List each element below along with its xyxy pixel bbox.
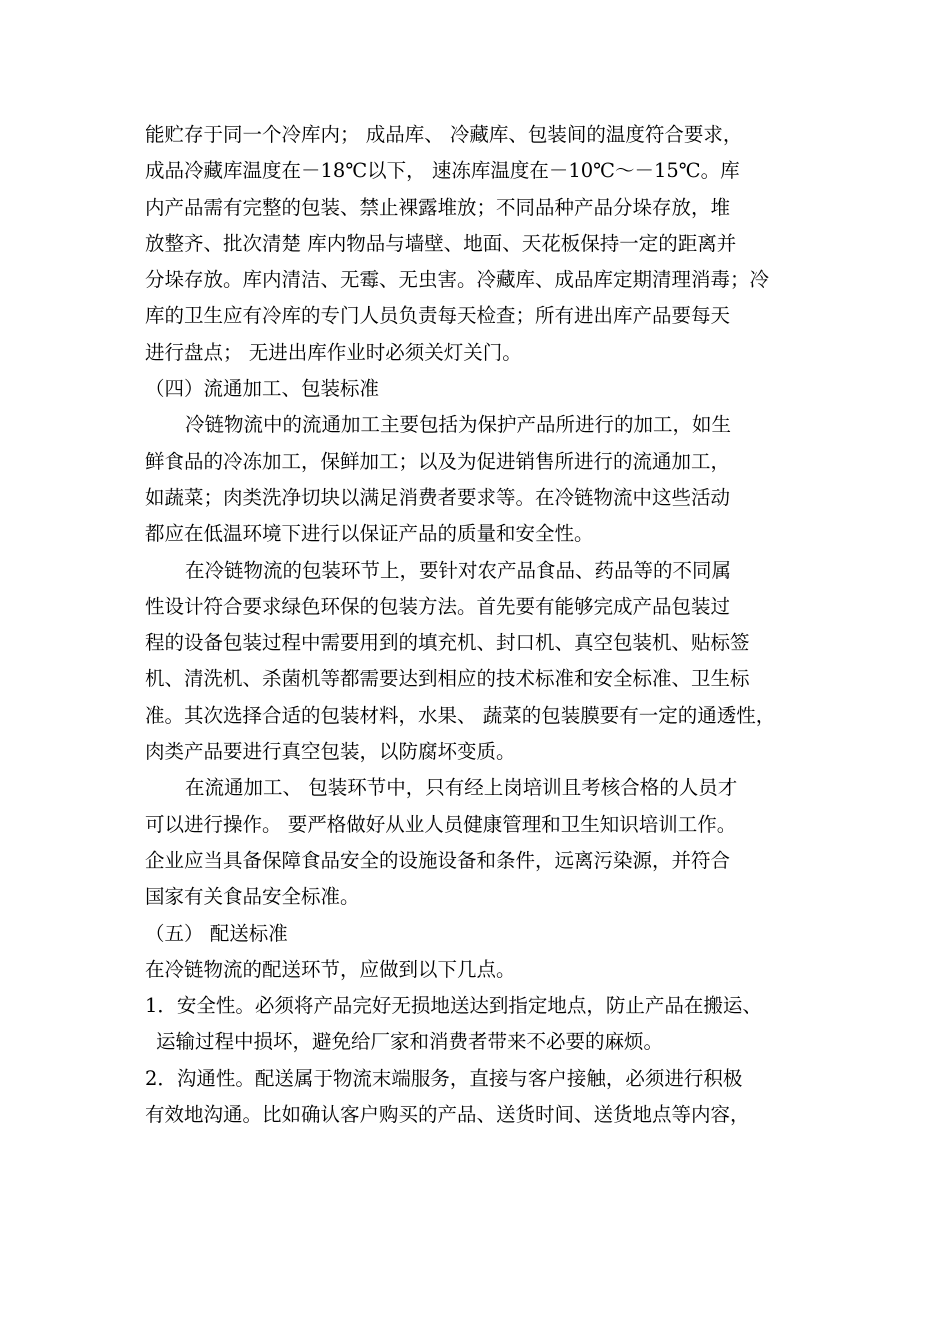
list-item — [145, 988, 815, 1061]
text-line: 能贮存于同一个冷库内； 成品库、 冷藏库、包装间的温度符合要求， — [145, 123, 743, 146]
text-line: 成品冷藏库温度在－18℃以下， 速冻库温度在－10℃～－15℃。库 — [145, 159, 740, 183]
text-line: 准。其次选择合适的包装材料，水果、 蔬菜的包装膜要有一定的通透性， — [145, 703, 776, 727]
text-line: 程的设备包装过程中需要用到的填充机、封口机、真空包装机、贴标签 — [145, 631, 750, 655]
text-line: 2．沟通性。配送属于物流末端服务，直接与客户接触，必须进行积极 — [145, 1066, 743, 1090]
text-line: 放整齐、批次清楚 库内物品与墙壁、地面、天花板保持一定的距离并 — [145, 231, 737, 255]
heading-text: （五） 配送标准 — [145, 921, 288, 945]
section-heading — [145, 916, 815, 952]
text-line: 进行盘点； 无进出库作业时必须关灯关门。 — [145, 340, 522, 364]
text-line: 性设计符合要求绿色环保的包装方法。首先要有能够完成产品包装过 — [145, 594, 731, 618]
text-line: 鲜食品的冷冻加工，保鲜加工；以及为促进销售所进行的流通加工， — [145, 449, 731, 473]
text-line: 分垛存放。库内清洁、无霉、无虫害。冷藏库、成品库定期清理消毒；冷 — [145, 268, 770, 292]
text-line: 如蔬菜；肉类洗净切块以满足消费者要求等。在冷链物流中这些活动 — [145, 485, 731, 509]
body-paragraph — [145, 407, 815, 552]
text-line: 企业应当具备保障食品安全的设施设备和条件，远离污染源，并符合 — [145, 848, 731, 872]
text-line: 运输过程中损坏，避免给厂家和消费者带来不必要的麻烦。 — [156, 1030, 664, 1054]
text-line: 都应在低温环境下进行以保证产品的质量和安全性。 — [145, 522, 594, 546]
text-line: 国家有关食品安全标准。 — [145, 885, 360, 909]
body-paragraph — [145, 117, 815, 371]
text-line: 有效地沟通。比如确认客户购买的产品、送货时间、送货地点等内容， — [145, 1103, 750, 1127]
text-line: 机、清洗机、杀菌机等都需要达到相应的技术标准和安全标准、卫生标 — [145, 667, 750, 691]
text-line: 可以进行操作。 要严格做好从业人员健康管理和卫生知识培训工作。 — [145, 812, 737, 836]
section-heading — [145, 371, 815, 407]
text-line: 肉类产品要进行真空包装，以防腐坏变质。 — [145, 740, 516, 764]
text-line: 在冷链物流的配送环节，应做到以下几点。 — [145, 957, 516, 981]
text-line: 在冷链物流的包装环节上，要针对农产品食品、药品等的不同属 — [185, 558, 732, 582]
document-page — [145, 117, 815, 1133]
list-item — [145, 1061, 815, 1134]
text-line: 1．安全性。必须将产品完好无损地送达到指定地点，防止产品在搬运、 — [145, 994, 762, 1018]
heading-text: （四）流通加工、包装标准 — [145, 377, 380, 401]
body-paragraph — [145, 553, 815, 771]
text-line: 库的卫生应有冷库的专门人员负责每天检查；所有进出库产品要每天 — [145, 304, 731, 328]
text-line: 在流通加工、 包装环节中，只有经上岗培训且考核合格的人员才 — [185, 776, 738, 800]
text-line: 内产品需有完整的包装、禁止裸露堆放；不同品种产品分垛存放，堆 — [145, 195, 731, 219]
text-line: 冷链物流中的流通加工主要包括为保护产品所进行的加工，如生 — [185, 413, 732, 437]
body-paragraph — [145, 770, 815, 915]
body-paragraph — [145, 952, 815, 988]
